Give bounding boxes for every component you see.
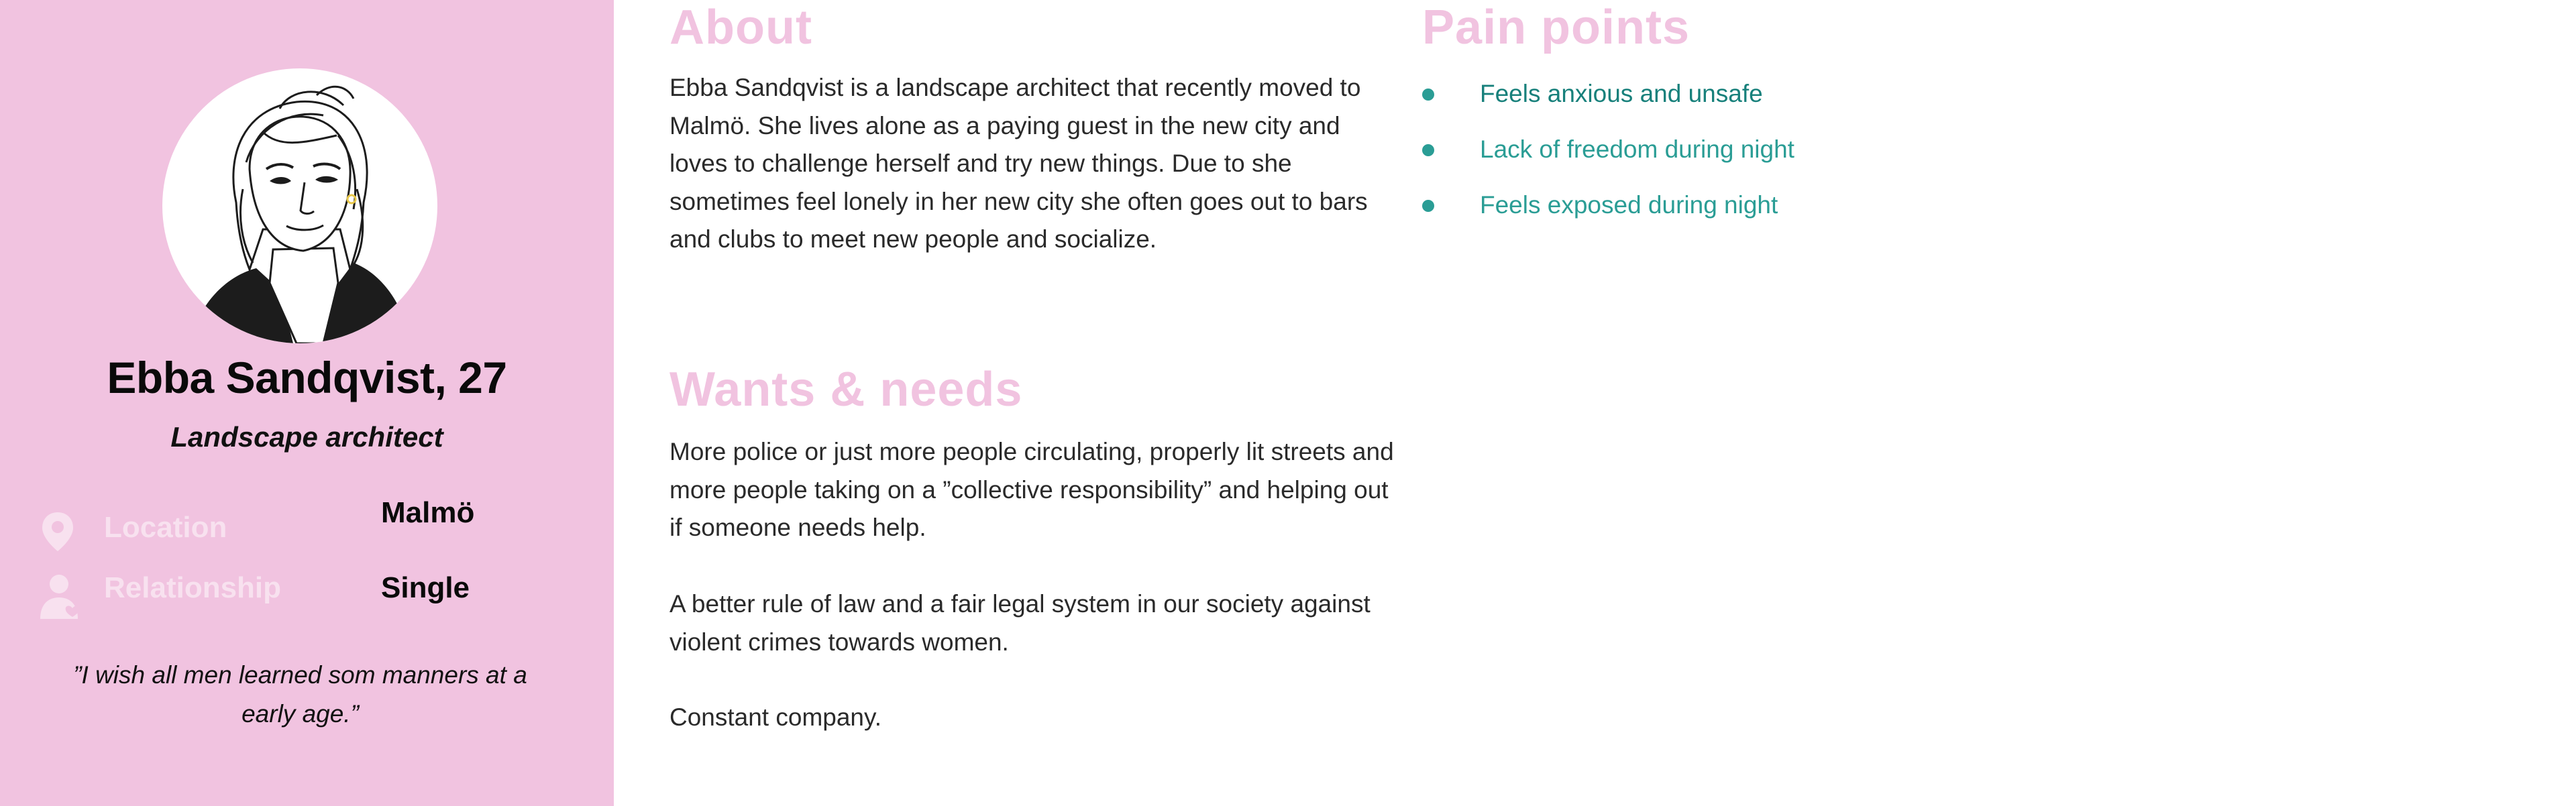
pain-points-heading: Pain points <box>1422 1 1690 54</box>
person-heart-icon <box>39 573 82 620</box>
wants-paragraph: More police or just more people circulating, properly lit streets and more people taking on a ”collective responsibility” and helping out if someone needs help. <box>669 438 1394 541</box>
wants-paragraph: A better rule of law and a fair legal system in our society against violent crimes towards women. <box>669 590 1371 656</box>
persona-quote: ”I wish all men learned som manners at a early age.” <box>73 661 527 728</box>
pain-point-text: Lack of freedom during night <box>1480 135 1794 163</box>
location-label: Location <box>104 511 227 544</box>
avatar <box>162 68 437 343</box>
wants-paragraph: Constant company. <box>669 703 882 731</box>
bullet-icon <box>1422 144 1434 156</box>
persona-name: Ebba Sandqvist, 27 <box>107 353 507 402</box>
relationship-label: Relationship <box>104 571 282 604</box>
location-value: Malmö <box>381 496 475 529</box>
bullet-icon <box>1422 89 1434 101</box>
wants-heading: Wants & needs <box>669 363 1023 416</box>
bullet-icon <box>1422 200 1434 212</box>
map-pin-icon <box>40 511 75 553</box>
about-text: Ebba Sandqvist is a landscape architect that recently moved to Malmö. She lives alone as a paying guest in the new city and loves to challenge herself and try new things. Due to she sometimes feel lonely in her new city she often goes out to bars and clubs to meet new people and socialize. <box>669 74 1368 253</box>
pain-point-text: Feels anxious and unsafe <box>1480 80 1763 107</box>
persona-job: Landscape architect <box>170 421 443 453</box>
relationship-value: Single <box>381 571 470 604</box>
portrait-illustration <box>162 68 437 343</box>
about-heading: About <box>669 1 812 54</box>
profile-sidebar <box>0 0 614 806</box>
pain-point-text: Feels exposed during night <box>1480 191 1778 219</box>
